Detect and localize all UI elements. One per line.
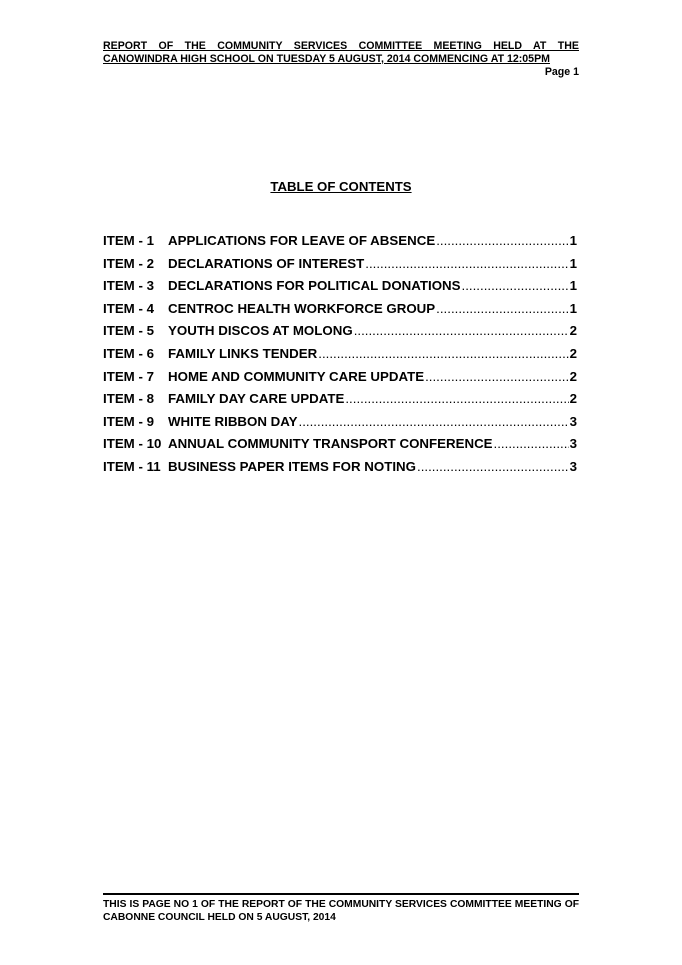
toc-item-number: ITEM - 8: [103, 391, 154, 407]
toc-dot-leader: [494, 436, 569, 451]
toc-item-number: ITEM - 2: [103, 255, 154, 271]
toc-item-page: 2: [569, 323, 577, 339]
toc-item-number: ITEM - 9: [103, 413, 154, 429]
toc-item-number: ITEM - 4: [103, 300, 154, 316]
toc-entry[interactable]: [103, 369, 577, 392]
footer-text: THIS IS PAGE NO 1 OF THE REPORT OF THE COMMUNITY SERVICES COMMITTEE MEETING OF CABONNE COUNCIL HELD ON 5 AUGUST, 2014: [103, 899, 579, 923]
toc-item-title: WHITE RIBBON DAY: [168, 413, 298, 429]
toc-item-title: DECLARATIONS FOR POLITICAL DONATIONS: [168, 278, 461, 294]
toc-entry[interactable]: [103, 256, 577, 279]
toc-item-number: ITEM - 10: [103, 436, 162, 452]
table-of-contents: [103, 233, 577, 482]
toc-entry[interactable]: [103, 436, 577, 459]
page-number-label: Page 1: [544, 66, 579, 79]
toc-dot-leader: [417, 459, 569, 474]
toc-item-number: ITEM - 3: [103, 278, 154, 294]
toc-item-number: ITEM - 5: [103, 323, 154, 339]
toc-item-page: 2: [569, 391, 577, 407]
toc-dot-leader: [425, 369, 569, 384]
toc-item-page: 1: [569, 300, 577, 316]
toc-dot-leader: [318, 346, 568, 361]
page-footer: [103, 893, 579, 925]
toc-item-page: 3: [569, 413, 577, 429]
toc-item-title: FAMILY DAY CARE UPDATE: [168, 391, 345, 407]
toc-entry[interactable]: [103, 459, 577, 482]
toc-item-title: APPLICATIONS FOR LEAVE OF ABSENCE: [168, 233, 436, 248]
toc-item-title: BUSINESS PAPER ITEMS FOR NOTING: [168, 458, 416, 474]
toc-dot-leader: [436, 301, 568, 316]
toc-dot-leader: [354, 323, 569, 338]
toc-dot-leader: [345, 391, 568, 406]
report-title: REPORT OF THE COMMUNITY SERVICES COMMITTEE MEETING HELD AT THE CANOWINDRA HIGH SCHOOL ON TUESDAY 5 AUGUST, 2014 COMMENCING AT 12:05PM: [103, 40, 579, 65]
toc-entry[interactable]: [103, 278, 577, 301]
toc-entry[interactable]: [103, 414, 577, 437]
toc-entry[interactable]: [103, 301, 577, 324]
page-header: [103, 40, 579, 79]
toc-item-number: ITEM - 11: [103, 458, 161, 474]
toc-item-number: ITEM - 7: [103, 368, 154, 384]
toc-dot-leader: [462, 278, 569, 293]
toc-entry[interactable]: [103, 323, 577, 346]
toc-item-page: 1: [569, 233, 577, 248]
toc-dot-leader: [299, 414, 569, 429]
toc-item-page: 3: [569, 458, 577, 474]
toc-item-title: CENTROC HEALTH WORKFORCE GROUP: [168, 300, 436, 316]
toc-item-page: 1: [569, 255, 577, 271]
toc-item-title: HOME AND COMMUNITY CARE UPDATE: [168, 368, 425, 384]
toc-item-title: FAMILY LINKS TENDER: [168, 345, 318, 361]
toc-entry[interactable]: [103, 391, 577, 414]
toc-item-title: ANNUAL COMMUNITY TRANSPORT CONFERENCE: [168, 436, 493, 452]
toc-item-page: 2: [569, 368, 577, 384]
toc-item-number: ITEM - 6: [103, 345, 154, 361]
toc-heading: TABLE OF CONTENTS: [270, 179, 412, 194]
toc-dot-leader: [365, 256, 568, 271]
toc-item-page: 1: [569, 278, 577, 294]
toc-item-title: DECLARATIONS OF INTEREST: [168, 255, 365, 271]
toc-dot-leader: [436, 233, 568, 248]
toc-item-number: ITEM - 1: [103, 233, 154, 248]
toc-item-page: 2: [569, 345, 577, 361]
toc-entry[interactable]: [103, 346, 577, 369]
toc-item-page: 3: [569, 436, 577, 452]
toc-item-title: YOUTH DISCOS AT MOLONG: [168, 323, 353, 339]
toc-entry[interactable]: [103, 233, 577, 256]
